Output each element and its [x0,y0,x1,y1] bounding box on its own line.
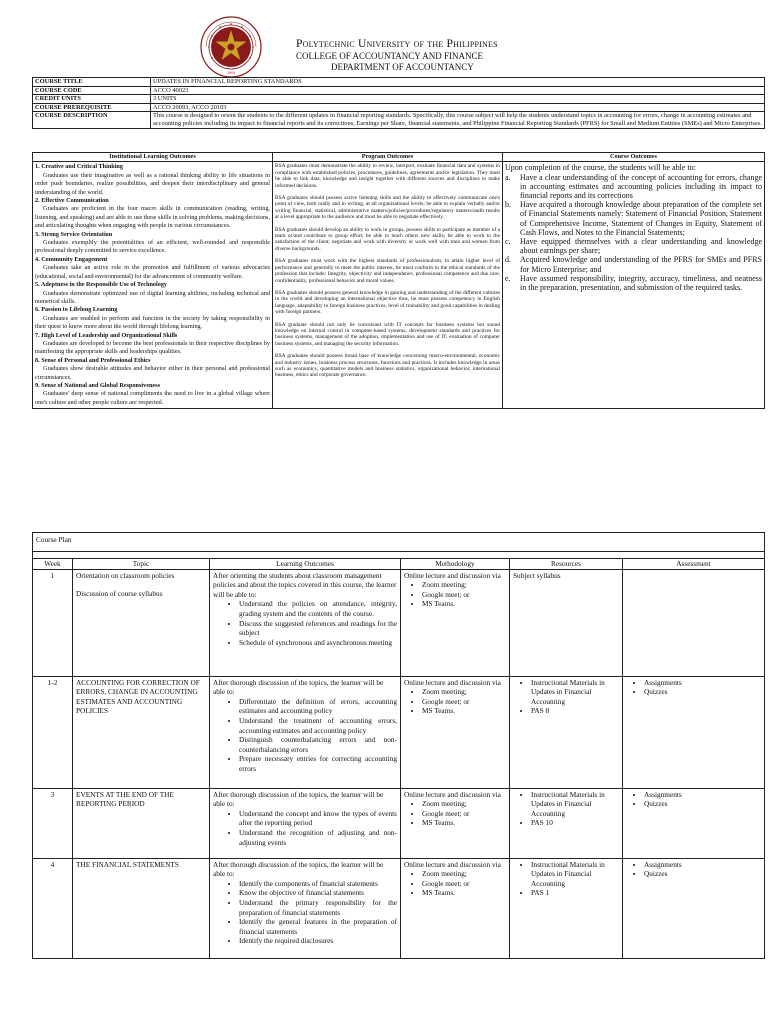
course-title-value: UPDATES IN FINANCIAL REPORTING STANDARDS [151,78,765,87]
ilo-title: 8. Sense of Personal and Professional Ethics [35,356,151,364]
methodology-list [404,687,506,716]
ilo-description: Graduates take an active role in the promotion and fulfillment of various advocacies (educational, social and environmental) for the advancement of community welfare. [35,264,270,280]
learning-outcome-item: • Distinguish counterbalancing errors and non-counterbalancing errors [239,735,397,754]
learning-outcome-item: • Discuss the suggested references and readings for the subject [239,619,397,638]
spacer-cell [33,552,765,559]
course-outcome-letter: d. [505,255,511,265]
topic-text: ACCOUNTING FOR CORRECTION OF ERRORS, CHANGE IN ACCOUNTING ESTIMATES AND ACCOUNTING POLICIES [76,677,200,716]
learning-outcomes-cell [210,676,401,788]
learning-outcomes-intro: After orienting the students about classroom management policies and about the topics covered in this course, the learner will be able to: [213,570,397,599]
week-cell: 1 [33,569,73,676]
resource-item: • Instructional Materials in Updates in Financial Accounting [531,678,619,707]
methodology-item: • Google meet; or [422,879,506,889]
learning-outcome-item: • Prepare necessary entries for correcting accounting errors [239,754,397,773]
learning-outcome-item: • Identify the required disclosures [239,936,397,946]
college-name: COLLEGE OF ACCOUNTANCY AND FINANCE [296,51,483,61]
program-outcomes-header: Program Outcomes [273,153,503,162]
learning-outcomes-list [213,879,397,946]
course-outcome [505,255,762,273]
ilo-header: Institutional Learning Outcomes [33,153,273,162]
learning-outcomes-cell [210,569,401,676]
methodology-list [404,869,506,898]
methodology-intro: Online lecture and discussion via [404,789,501,799]
learning-outcome-item: • Understand the primary responsibility for the preparation of financial statements [239,898,397,917]
learning-outcome-item: • Schedule of synchronous and asynchronous meeting [239,638,397,648]
program-outcome: BSA graduates should possess general knowledge in gaining and understanding of the different cultures in the world and developing an international objective thus, he must possess competency in English language, adaptability to foreign business practices, level of trainability and good capabilities in dealing with foreign partners. [275,289,500,316]
university-name: Polytechnic University of the Philippines [296,38,498,50]
topic-text: Discussion of course syllabus [76,589,163,599]
methodology-list [404,580,506,609]
resource-item: • PAS 1 [531,888,619,898]
learning-outcomes-intro: After thorough discussion of the topics, the learner will be able to: [213,789,384,809]
course-outcome-text: Have a clear understanding of the concept of accounting for errors, change in accounting estimates and accounting policies including its impact to financial reports and its corrections [520,172,762,201]
topic-cell [73,676,210,788]
resources-cell [510,788,623,858]
ilo-title: 2. Effective Communication [35,197,109,205]
course-plan-spacer [33,552,765,559]
ilo-cell [33,162,273,409]
methodology-intro: Online lecture and discussion via [404,570,501,580]
ilo-title: 3. Strong Service Orientation [35,230,113,238]
ilo-description: Graduates exemplify the potentialities of an efficient, well-rounded and responsible professional deeply committed to service excellence. [35,239,270,255]
university-seal-icon [200,16,262,78]
plan-row [33,788,765,858]
methodology-cell [401,569,510,676]
program-outcomes-cell [273,162,503,409]
learning-outcome-item: • Differentiate the definition of errors, accounting estimates and accounting policy [239,697,397,716]
department-name: DEPARTMENT OF ACCOUNTANCY [331,62,474,72]
ilo-title: 7. High Level of Leadership and Organizational Skills [35,331,178,339]
assessment-list [626,678,761,697]
description-value: This course is designed to orient the students to the different updates in financial reporting standards. Specifically, this course subject will help the students understand topics in accounting for errors, change in accounting estimates and accounting policies including its impact to financial reports and its corrections, Earnings per Share, financial statements, and Philippine Financial Reporting Standards (PFRS) for Small and Medium Entities (SMEs) and Micro Enterprises. [151,112,765,128]
course-outcome-letter: a. [505,172,511,182]
course-code-row [33,86,765,95]
learning-outcome-item: • Understand the policies on attendance, integrity, grading system and the contents of the course. [239,599,397,618]
methodology-list [404,799,506,828]
topic-cell [73,858,210,958]
course-outcome [505,274,762,292]
assessment-item: • Quizzes [644,687,761,697]
assessment-cell [623,858,765,958]
resources-list [513,790,619,828]
week-cell: 3 [33,788,73,858]
methodology-intro: Online lecture and discussion via [404,677,501,687]
course-outcome [505,173,762,201]
methodology-item: • Zoom meeting; [422,799,506,809]
description-label: COURSE DESCRIPTION [33,112,151,128]
course-title-row [33,78,765,87]
methodology-item: • Zoom meeting; [422,869,506,879]
methodology-intro: Online lecture and discussion via [404,859,501,869]
resources-list [513,860,619,898]
ilo-title: 4. Community Engagement [35,255,108,263]
course-plan-title-row [33,533,765,552]
resources-cell [510,858,623,958]
learning-outcomes-list [213,599,397,647]
course-code-label: COURSE CODE [33,86,151,95]
assessment-item: • Assignments [644,678,761,688]
methodology-item: • Google meet; or [422,590,506,600]
course-plan-body [33,569,765,958]
plan-row [33,676,765,788]
methodology-cell [401,858,510,958]
methodology-item: • Zoom meeting; [422,580,506,590]
learning-outcome-item: • Identify the components of financial statements [239,879,397,889]
ilo-description: Graduates are proficient in the four macro skills in communication (reading, writing, listening, and speaking) and are able to use these skills in solving problems, making decisions, and articulating thoughts when engaging with people in various circumstances. [35,205,270,230]
resource-item: • PAS 10 [531,818,619,828]
course-outcome-letter: e. [505,273,511,283]
course-outcomes-cell [503,162,765,409]
learning-outcomes-cell [210,788,401,858]
resources-cell [510,676,623,788]
resource-item: • PAS 8 [531,706,619,716]
course-code-value: ACCO 40023 [151,86,765,95]
learning-outcomes-intro: After thorough discussion of the topics, the learner will be able to: [213,677,384,697]
learning-outcomes-intro: After thorough discussion of the topics, the learner will be able to: [213,859,384,879]
methodology-item: • MS Teams. [422,818,506,828]
assessment-list [626,790,761,809]
course-outcome [505,237,762,255]
learning-outcome-item: • Understand the treatment of accounting errors, accounting estimates and accounting policy [239,716,397,735]
week-cell: 4 [33,858,73,958]
methodology-item: • Google meet; or [422,809,506,819]
course-plan-table [32,532,765,959]
assessment-item: • Quizzes [644,799,761,809]
ilo-description: Graduates use their imaginative as well as a rational thinking ability to life situations in order push boundaries, realize possibilities, and deepen their interdisciplinary and general understanding of the world. [35,171,270,196]
prerequisite-row [33,103,765,112]
learning-outcome-item: • Identify the general features in the preparation of financial statements [239,917,397,936]
ilo-title: 9. Sense of National and Global Responsiveness [35,381,160,389]
svg-text:1904: 1904 [226,71,236,75]
methodology-cell [401,676,510,788]
assessment-cell [623,569,765,676]
resource-item: • Instructional Materials in Updates in Financial Accounting [531,790,619,819]
course-outcome-text: Have acquired a thorough knowledge about preparation of the complete set of Financial Statements namely: Statement of Financial Position, Statement of Comprehensive Income, Statement of Changes in Equity, Statement of Cash Flows, and Notes to the Financial Statements; [520,200,762,237]
resources-cell [510,569,623,676]
program-outcome: BSA graduates should develop an ability to work in groups, possess skills to participate as member of a team or/and contribute to group effort; be able to teach others new skills; be able to work to the satisfaction of the client; negotiate and work with diversity or work well with men and women from diverse backgrounds. [275,226,500,252]
ilo-description: Graduates demonstrate optimized use of digital learning abilities, including technical and numerical skills. [35,289,270,305]
document-header [0,8,768,75]
methodology-item: • MS Teams. [422,706,506,716]
ilo-title: 1. Creative and Critical Thinking [35,163,123,171]
credit-units-value: 3 UNITS [151,95,765,104]
course-plan-header-row [33,559,765,570]
assessment-item: • Quizzes [644,869,761,879]
learning-outcome-item: • Understand the recognition of adjusting and non-adjusting events [239,828,397,847]
resources-list [513,678,619,716]
topic-text: THE FINANCIAL STATEMENTS [76,859,179,869]
course-outcome-text: Have equipped themselves with a clear understanding and knowledge about earnings per share; [520,237,762,256]
course-outcome [505,200,762,237]
learning-outcome-item: • Understand the concept and know the types of events after the reporting period [239,809,397,828]
ilo-title: 6. Passion to Lifelong Learning [35,306,118,314]
assessment-header: Assessment [623,559,765,570]
topic-header: Topic [73,559,210,570]
plan-row [33,569,765,676]
prerequisite-label: COURSE PREREQUISITE [33,103,151,112]
learning-outcome-item: • Know the objective of financial statements [239,888,397,898]
methodology-header: Methodology [401,559,510,570]
program-outcome: BSA graduates should possess active listening skills and the ability to effectively communicate one's point of view, both orally and in writing, at all organizational levels; be able to explain verbally and/or writing financial, statistical, administrative matters/policies/procedures/regulatory matters/audit results at a level appropriate to the audience and must be able to negotiate effectively. [275,195,500,221]
program-outcome: BSA graduates should possess broad base of knowledge concerning macro-environmental, economic and industry issues, business process structures, functions and practices. It includes knowledge in areas such as economics, quantitative models and business statistics, organizational behavior, international business, ethics and corporate governance. [275,353,500,379]
program-outcome: BSA graduates must work with the highest standards of professionalism, to attain higher level of performance and generally to meet the public interest, be must conform to the ethical standards of the profession that include: Integrity, objectivity and independence, professional competence and due care, confidentiality, professional behavior and moral values. [275,258,500,284]
week-header: Week [33,559,73,570]
learning-outcomes-header: Learning Outcomes [210,559,401,570]
topic-text: Orientation on classroom policies [76,570,175,580]
ilo-description: Graduates are enabled to perform and function in the society by taking responsibility in their quest to know more about the world through lifelong learning. [35,314,270,331]
resources-text: Subject syllabus [513,570,561,580]
resources-header: Resources [510,559,623,570]
description-row [33,112,765,128]
methodology-item: • MS Teams. [422,888,506,898]
outcomes-body-row [33,162,765,409]
methodology-cell [401,788,510,858]
course-plan-title: Course Plan [33,533,765,552]
course-outcome-letter: b. [505,200,511,210]
resource-item: • Instructional Materials in Updates in Financial Accounting [531,860,619,889]
outcomes-table [32,152,765,409]
plan-row [33,858,765,958]
course-outcome-text: Acquired knowledge and understanding of the PFRS for SMEs and PFRS for Micro Enterprise; and [520,255,762,274]
prerequisite-value: ACCO 20093, ACCO 20103 [151,103,765,112]
credit-units-row [33,95,765,104]
assessment-cell [623,788,765,858]
course-outcomes-header: Course Outcomes [503,153,765,162]
credit-units-label: CREDIT UNITS [33,95,151,104]
ilo-description: Graduates show desirable attitudes and behavior either in their personal and professional circumstances. [35,365,270,381]
program-outcome: BSA graduates must demonstrate the ability to review, interpret, evaluate financial data and systems in compliance with established policies, procedures, guidelines, agreements and/or legislation. They must be able to link data, knowledge and insight together with different sources and disciplines to make informed decisions. [275,163,500,189]
topic-cell [73,788,210,858]
assessment-item: • Assignments [644,860,761,870]
week-cell: 1-2 [33,676,73,788]
assessment-list [626,860,761,879]
topic-cell [73,569,210,676]
learning-outcomes-list [213,697,397,774]
methodology-item: • Google meet; or [422,697,506,707]
methodology-item: • Zoom meeting; [422,687,506,697]
course-outcome-text: Have assumed responsibility, integrity, accuracy, timeliness, and neatness in the preparation, presentation, and submission of the required tasks. [520,273,762,293]
ilo-description: Graduates' deep sense of national compliments the need to live in a global village where one's culture and other people culture are respected. [35,390,270,406]
methodology-item: • MS Teams. [422,599,506,609]
topic-text: EVENTS AT THE END OF THE REPORTING PERIOD [76,789,174,809]
ilo-description: Graduates are developed to become the best professionals in their respective disciplines by manifesting the appropriate skills and leaderships qualities. [35,339,270,356]
course-outcome-letter: c. [505,237,511,247]
program-outcome: BSA graduate should not only be conversant with IT concepts for business systems but sound knowledge on internal control in computer-based systems, development standards and practices for business systems, management of the adoption, implementation and use of IT, evaluation of computer business systems, and managing the security information. [275,321,500,347]
course-outcomes-intro: Upon completion of the course, the students will be able to: [505,163,696,173]
ilo-title: 5. Adeptness in the Responsible Use of Technology [35,281,168,289]
course-title-label: COURSE TITLE [33,78,151,87]
outcomes-header-row [33,153,765,162]
assessment-item: • Assignments [644,790,761,800]
assessment-cell [623,676,765,788]
learning-outcomes-cell [210,858,401,958]
learning-outcomes-list [213,809,397,847]
course-info-table [32,77,765,129]
